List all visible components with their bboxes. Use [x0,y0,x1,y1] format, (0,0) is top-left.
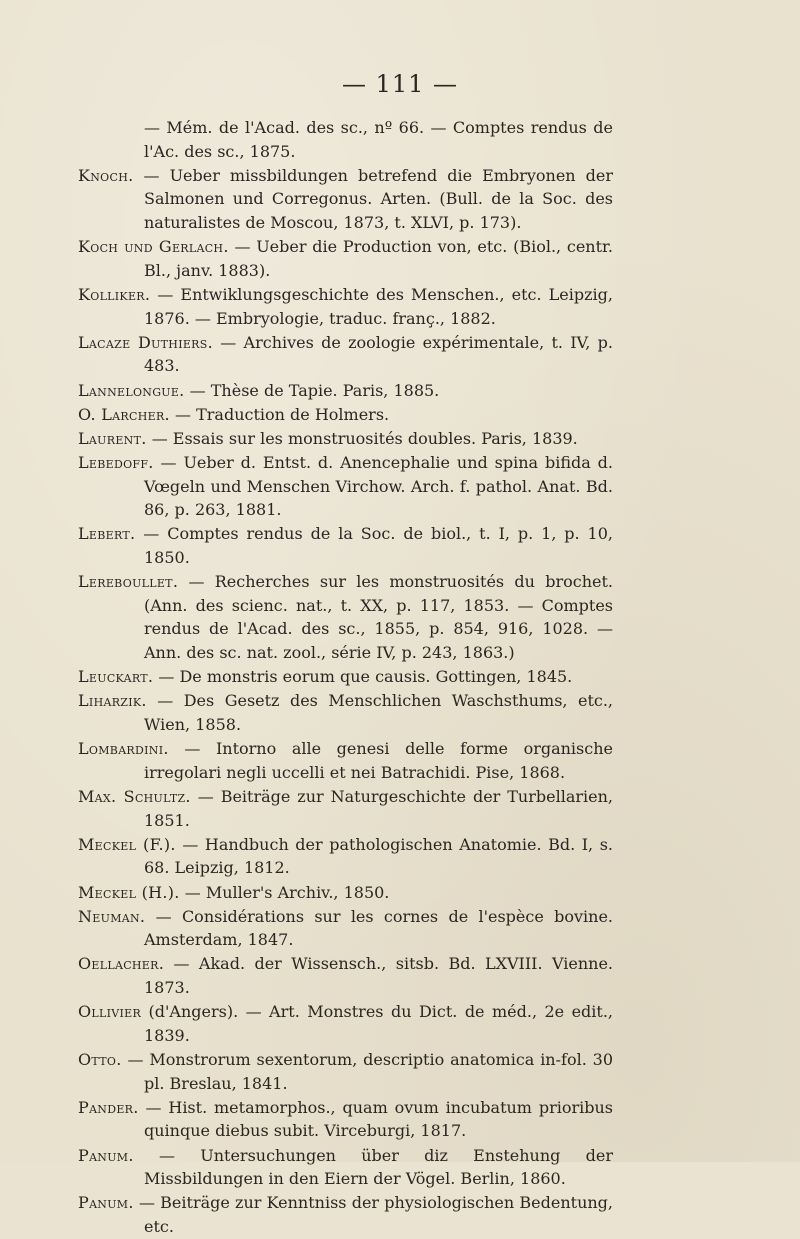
reference-entry [78,164,613,235]
reference-text: — Recherches sur les monstruosités du brochet. (Ann. des scienc. nat., t. XX, p. 117, 1853. — Comptes rendus de l'Acad. des sc., 1855, p. 854, 916, 1028. — Ann. des sc. nat. zool., série IV, p. 243, 1863.) [144,572,613,662]
reference-entry [78,1000,613,1047]
reference-entry [78,1191,613,1238]
reference-author: Otto. [78,1050,122,1070]
reference-text: — Ueber die Production von, etc. (Biol., centr. Bl., janv. 1883). [144,237,613,280]
reference-author: Max. Schultz. [78,786,191,806]
reference-text: — Entwiklungsgeschichte des Menschen., etc. Leipzig, 1876. — Embryologie, traduc. franç., 1882. [144,284,613,328]
reference-author: Leuckart. [78,667,154,687]
reference-entry [78,785,613,832]
reference-text: — Beiträge zur Kenntniss der physiologischen Bedentung, etc. [133,1193,613,1236]
reference-entry [78,833,613,880]
reference-author: Lereboullet. [78,572,179,592]
reference-text: — Hist. metamorphos., quam ovum incubatum prioribus quinque diebus subit. Virceburgi, 1817. [138,1097,613,1141]
reference-text: — Essais sur les monstruosités doubles. Paris, 1839. [146,428,578,448]
reference-text: — Muller's Archiv., 1850. [179,882,390,902]
reference-author: Ollivier [78,1002,142,1022]
reference-text: — Thèse de Tapie. Paris, 1885. [184,380,440,400]
reference-author: Lebedoff. [78,453,154,473]
reference-text: — Ueber d. Entst. d. Anencephalie und spina bifida d. Vœgeln und Menschen Virchow. Arch. f. pathol. Anat. Bd. 86, p. 263, 1881. [144,453,613,520]
reference-entry [78,689,613,736]
reference-author: Meckel (F.). [78,834,176,854]
reference-text: — Beiträge zur Naturgeschichte der Turbellarien, 1851. [144,786,613,830]
reference-text: — Monstrorum sexentorum, descriptio anatomica in-fol. 30 pl. Breslau, 1841. [121,1050,613,1093]
reference-author: Kolliker. [78,284,151,304]
reference-author: Pander. [78,1097,139,1117]
reference-author: Panum. [78,1193,134,1213]
reference-text: — Mém. de l'Acad. des sc., nº 66. — Comptes rendus de l'Ac. des sc., 1875. [144,118,613,161]
reference-author: Lacaze Duthiers. [78,332,213,352]
reference-author: Knoch. [78,165,134,185]
reference-entry [78,1096,613,1143]
reference-text: — Considérations sur les cornes de l'espèce bovine. Amsterdam, 1847. [144,906,613,950]
reference-entry [78,570,613,664]
reference-text: — Comptes rendus de la Soc. de biol., t. I, p. 1, p. 10, 1850. [135,524,613,568]
reference-author: Meckel (H.). [78,882,180,902]
reference-author: Lebert. [78,524,136,544]
reference-author: Koch und Gerlach. [78,237,229,257]
page-number: — 111 — [341,70,459,98]
reference-entry [78,881,613,905]
reference-entry [78,1048,613,1095]
reference-author: Laurent. [78,428,147,448]
reference-entry [78,665,613,689]
reference-list [78,116,613,1239]
reference-entry [78,737,613,784]
reference-entry [78,235,613,282]
reference-entry [78,905,613,952]
reference-author: Neuman. [78,906,146,926]
reference-entry [78,116,613,163]
reference-author: Lombardini. [78,739,169,759]
reference-entry [78,952,613,999]
reference-author: Panum. [78,1145,134,1165]
reference-text: — Ueber missbildungen betrefend die Embryonen der Salmonen und Corregonus. Arten. (Bull. de la Soc. des naturalistes de Moscou, 1873, t. XLVI, p. 173). [133,165,613,232]
reference-text: — De monstris eorum que causis. Gottingen, 1845. [153,667,573,687]
reference-entry [78,283,613,330]
reference-entry [78,403,613,427]
reference-entry [78,331,613,378]
reference-author: O. Larcher. [78,404,170,424]
reference-text: — Des Gesetz des Menschlichen Waschsthums, etc., Wien, 1858. [144,691,613,734]
reference-author: Liharzik. [78,691,147,711]
reference-text: (d'Angers). — Art. Monstres du Dict. de méd., 2e edit., 1839. [141,1002,613,1045]
reference-text: — Archives de zoologie expérimentale, t. IV, p. 483. [144,332,613,376]
reference-entry [78,522,613,569]
reference-entry [78,451,613,522]
reference-text: — Traduction de Holmers. [169,404,390,424]
reference-text: — Akad. der Wissensch., sitsb. Bd. LXVIII. Vienne. 1873. [144,954,613,998]
reference-entry [78,1144,613,1191]
reference-text: — Intorno alle genesi delle forme organische irregolari negli uccelli et nei Batrachidi. Pise, 1868. [144,739,613,782]
reference-author: Lannelongue. [78,380,185,400]
reference-entry [78,427,613,451]
reference-author: Oellacher. [78,954,165,974]
reference-text: — Untersuchungen über diz Enstehung der Missbildungen in den Eiern der Vögel. Berlin, 1860. [133,1145,613,1189]
reference-text: — Handbuch der pathologischen Anatomie. Bd. I, s. 68. Leipzig, 1812. [144,834,613,878]
reference-entry [78,379,613,403]
